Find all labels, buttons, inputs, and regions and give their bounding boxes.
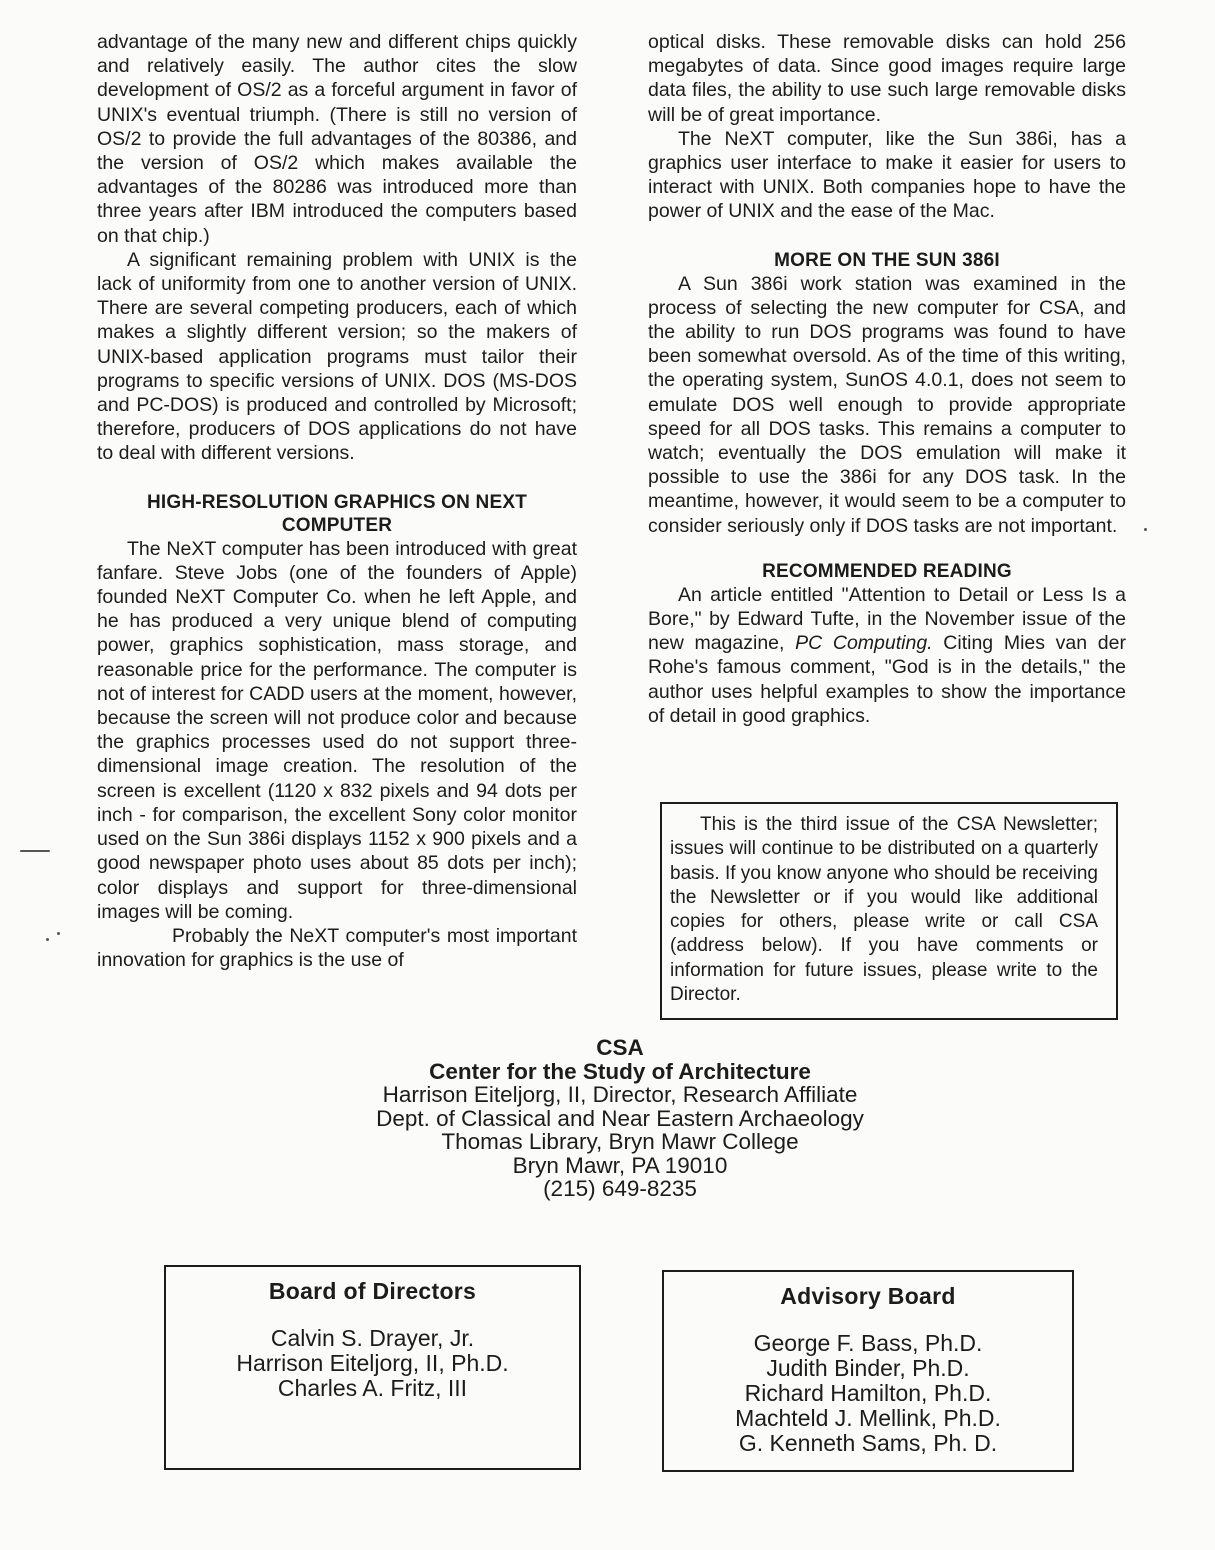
body-paragraph: The NeXT computer has been introduced with great fanfare. Steve Jobs (one of the founders of Apple) founded NeXT Computer Co. when he left Apple, and he has produced a very unique blend of computing power, graphics sophistication, mass storage, and reasonable price for the performance. The computer is not of interest for CADD users at the moment, however, because the screen will not produce color and because the graphics processes used do not support three-dimensional image creation. The resolution of the screen is excellent (1120 x 832 pixels and 94 dots per inch - for comparison, the excellent Sony color monitor used on the Sun 386i displays 1152 x 900 pixels and a good newspaper photo uses about 85 dots per inch); color displays and support for three-dimensional images will be coming. bbox=[97, 537, 577, 923]
body-paragraph: advantage of the many new and different chips quickly and relatively easily. The author cites the slow development of OS/2 as a forceful argument in favor of UNIX's eventual triumph. (There is still no version of OS/2 to provide the full advantages of the 80386, and the version of OS/2 which makes available the advantages of the 80286 was introduced more than three years after IBM introduced the computers based on that chip.) bbox=[97, 31, 577, 247]
board-member: George F. Bass, Ph.D. bbox=[753, 1330, 983, 1356]
board-member: Machteld J. Mellink, Ph.D. bbox=[735, 1405, 1001, 1431]
body-paragraph: A Sun 386i work station was examined in the process of selecting the new computer for CSA, and the ability to run DOS programs was found to have been somewhat oversold. As of the time of this writing, the operating system, SunOS 4.0.1, does not seem to emulate DOS well enough to provide appropriate speed for all DOS tasks. This remains a computer to watch; eventually the DOS emulation will make it possible to use the 386i for any DOS task. In the meantime, however, it would seem to be a computer to consider seriously only if DOS tasks are not important. bbox=[648, 272, 1126, 537]
left-column bbox=[97, 30, 577, 972]
body-paragraph: optical disks. These removable disks can hold 256 megabytes of data. Since good images require large data files, the ability to use such large removable disks will be of great importance. bbox=[648, 31, 1126, 126]
director-line: Harrison Eiteljorg, II, Director, Research Affiliate bbox=[382, 1082, 858, 1107]
scan-speck bbox=[46, 938, 49, 941]
section-heading: MORE ON THE SUN 386I bbox=[774, 249, 1000, 271]
board-title: Advisory Board bbox=[780, 1283, 956, 1309]
section-heading: RECOMMENDED READING bbox=[762, 560, 1012, 582]
board-member: Harrison Eiteljorg, II, Ph.D. bbox=[236, 1350, 509, 1376]
advisory-board-box bbox=[662, 1270, 1074, 1472]
notice-text: This is the third issue of the CSA Newsletter; issues will continue to be distributed on a quarterly basis. If you know anyone who should be receiving the Newsletter or if you would like additional copies for others, please write or call CSA (address below). If you have comments or information for future issues, please write to the Director. bbox=[670, 814, 1098, 1006]
text-span: An article entitled "Attention to Detail or Less Is a Bore," by Edward Tufte, in the November issue of the new magazine, bbox=[648, 583, 1126, 655]
text-span: Citing Mies van der Rohe's famous comment, "God is in the details," the author uses helpful examples to show the importance of detail in good graphics. bbox=[648, 632, 1126, 727]
body-paragraph bbox=[648, 583, 1126, 728]
csa-address-block bbox=[300, 1036, 940, 1201]
board-member: Charles A. Fritz, III bbox=[277, 1375, 468, 1401]
board-member: Calvin S. Drayer, Jr. bbox=[270, 1325, 475, 1351]
board-member: G. Kenneth Sams, Ph. D. bbox=[738, 1430, 998, 1456]
scan-speck bbox=[20, 850, 50, 852]
body-paragraph: The NeXT computer, like the Sun 386i, has a graphics user interface to make it easier for users to interact with UNIX. Both companies hope to have the power of UNIX and the ease of the Mac. bbox=[648, 127, 1126, 223]
body-paragraph: A significant remaining problem with UNIX is the lack of uniformity from one to another version of UNIX. There are several competing producers, each of which makes a slightly different version; so the makers of UNIX-based application programs must tailor their programs to specific versions of UNIX. DOS (MS-DOS and PC-DOS) is produced and controlled by Microsoft; therefore, producers of DOS applications do not have to deal with different versions. bbox=[97, 248, 577, 465]
scan-speck bbox=[57, 932, 60, 935]
city-line: Bryn Mawr, PA 19010 bbox=[512, 1152, 728, 1178]
right-column bbox=[648, 30, 1126, 728]
board-title: Board of Directors bbox=[268, 1278, 477, 1304]
csa-full-name: Center for the Study of Architecture bbox=[429, 1058, 811, 1084]
board-member: Richard Hamilton, Ph.D. bbox=[744, 1380, 992, 1406]
board-member: Judith Binder, Ph.D. bbox=[766, 1355, 970, 1381]
magazine-title: PC Computing. bbox=[795, 632, 933, 655]
board-of-directors-box bbox=[164, 1265, 581, 1470]
department-line: Dept. of Classical and Near Eastern Archaeology bbox=[376, 1105, 864, 1131]
phone-line: (215) 649-8235 bbox=[543, 1176, 697, 1201]
library-line: Thomas Library, Bryn Mawr College bbox=[441, 1129, 799, 1154]
newsletter-notice-box bbox=[660, 802, 1118, 1020]
section-heading: HIGH-RESOLUTION GRAPHICS ON NEXT COMPUTER bbox=[146, 491, 528, 536]
body-paragraph: Probably the NeXT computer's most important innovation for graphics is the use of bbox=[97, 924, 577, 972]
csa-abbreviation: CSA bbox=[596, 1035, 644, 1060]
scan-speck bbox=[1144, 528, 1147, 531]
